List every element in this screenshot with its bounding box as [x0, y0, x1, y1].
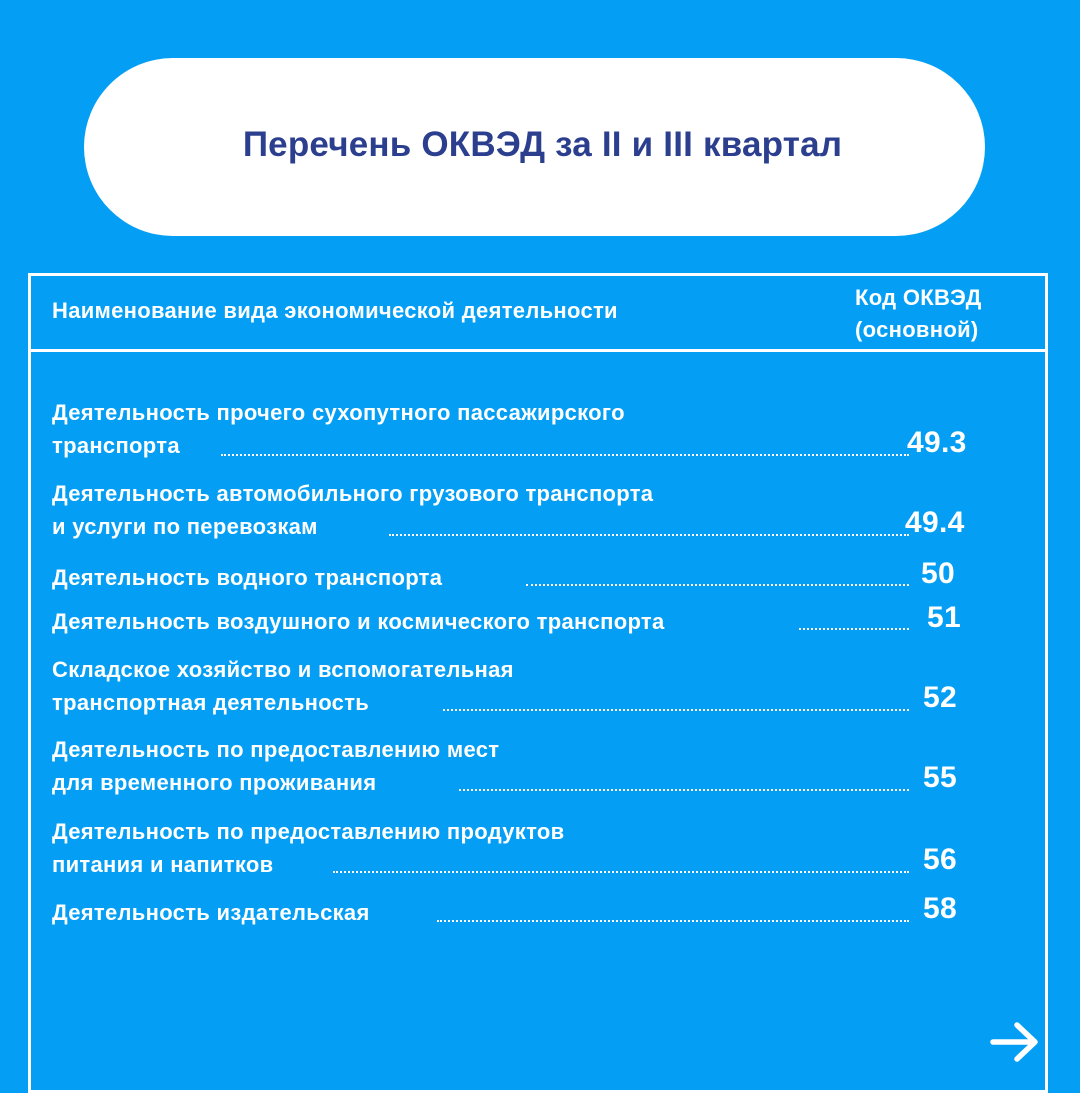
row-name-line1: Деятельность воздушного и космического транспорта: [52, 609, 665, 634]
row-code: 55: [923, 761, 957, 794]
dotted-leader: [389, 534, 909, 536]
row-code: 51: [927, 601, 961, 634]
title-banner: [84, 58, 985, 236]
row-code: 52: [923, 681, 957, 714]
row-name-line2: для временного проживания: [52, 770, 377, 795]
row-name-line1: Деятельность автомобильного грузового транспорта: [52, 481, 654, 506]
row-name: [52, 561, 442, 594]
column-header-code: [855, 282, 982, 346]
row-name-line2: и услуги по перевозкам: [52, 514, 318, 539]
dotted-leader: [443, 709, 909, 711]
row-name-line2: транспорта: [52, 433, 180, 458]
row-code: 58: [923, 892, 957, 925]
dotted-leader: [333, 871, 909, 873]
dotted-leader: [437, 920, 909, 922]
column-header-code-line2: (основной): [855, 317, 979, 342]
row-name-line1: Деятельность издательская: [52, 900, 370, 925]
row-name-line2: транспортная деятельность: [52, 690, 370, 715]
row-name: [52, 396, 625, 462]
row-name-line1: Деятельность водного транспорта: [52, 565, 443, 590]
row-code: 49.4: [905, 506, 965, 539]
dotted-leader: [526, 584, 909, 586]
dotted-leader: [799, 628, 909, 630]
row-code: 49.3: [907, 426, 967, 459]
page-title: Перечень ОКВЭД за II и III квартал: [242, 125, 843, 164]
row-code: 50: [921, 557, 955, 590]
arrow-right-icon[interactable]: [990, 1019, 1040, 1065]
table-header: [31, 276, 1045, 352]
row-name-line1: Деятельность по предоставлению мест: [52, 737, 500, 762]
column-header-code-line1: Код ОКВЭД: [855, 285, 982, 310]
row-name: [52, 896, 370, 929]
row-name: [52, 605, 665, 638]
dotted-leader: [221, 454, 909, 456]
row-name-line1: Деятельность по предоставлению продуктов: [52, 819, 565, 844]
okved-table: [28, 273, 1048, 1093]
row-name-line1: Деятельность прочего сухопутного пассажирского: [52, 400, 625, 425]
column-header-name: Наименование вида экономической деятельности: [52, 298, 618, 323]
row-code: 56: [923, 843, 957, 876]
row-name: [52, 733, 499, 799]
row-name-line2: питания и напитков: [52, 852, 274, 877]
row-name-line1: Складское хозяйство и вспомогательная: [52, 657, 514, 682]
dotted-leader: [459, 789, 909, 791]
